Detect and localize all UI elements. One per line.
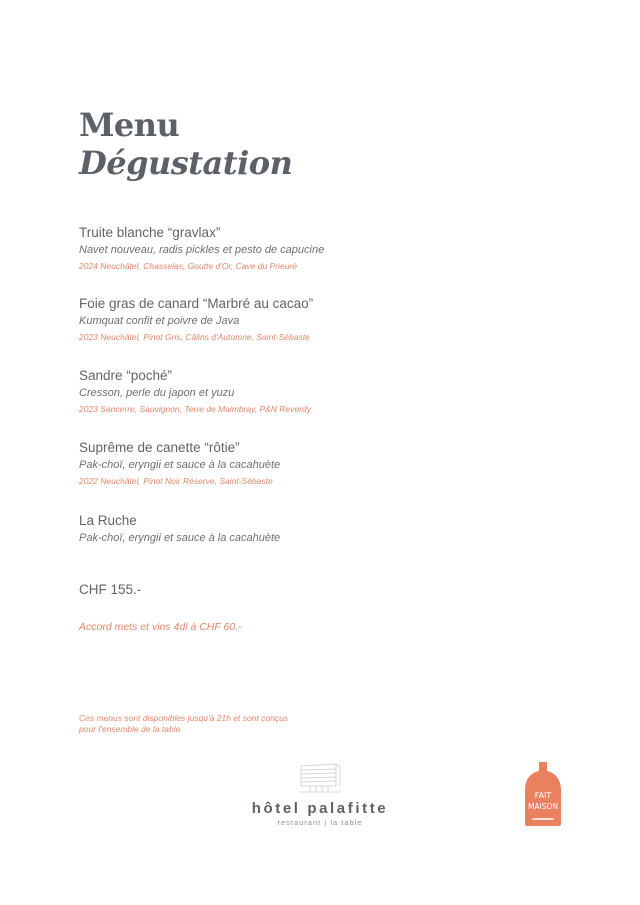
badge-text-fait: FAIT	[534, 791, 552, 800]
course-description: Navet nouveau, radis pickles et pesto de capucine	[79, 244, 325, 256]
course-name: Suprême de canette “rôtie”	[79, 440, 240, 455]
hotel-subtitle: restaurant | la table	[277, 818, 363, 827]
menu-price: CHF 155.-	[79, 582, 142, 597]
course-description: Kumquat confit et poivre de Java	[79, 315, 240, 327]
menu-title	[79, 106, 292, 182]
course-description: Pak-choï, eryngii et sauce à la cacahuète	[79, 459, 281, 471]
course-4	[79, 439, 280, 488]
note-line-1: Ces menus sont disponibles jusqu'à 21h et sont conçus	[79, 713, 289, 723]
title-line-2: Dégustation	[79, 144, 293, 182]
course-description: Pak-choï, eryngii et sauce à la cacahuète	[79, 532, 281, 544]
course-name: La Ruche	[79, 513, 137, 528]
course-1	[79, 224, 324, 273]
course-3	[79, 367, 311, 416]
course-name: Truite blanche “gravlax”	[79, 225, 221, 240]
course-wine: 2023 Neuchâtel, Pinot Gris, Câlins d'Automne, Saint-Sébaste	[79, 332, 310, 342]
availability-note	[79, 713, 319, 735]
course-name: Sandre “poché”	[79, 368, 173, 383]
course-2	[79, 295, 313, 344]
course-name: Foie gras de canard “Marbré au cacao”	[79, 296, 314, 311]
course-5	[79, 512, 280, 547]
fait-maison-badge-icon	[524, 762, 562, 826]
course-description: Cresson, perle du japon et yuzu	[79, 387, 235, 399]
hotel-logo	[240, 762, 400, 827]
badge-text-maison: MAISON	[527, 802, 559, 811]
note-line-2: pour l'ensemble de la table.	[79, 724, 183, 734]
palafitte-building-icon	[298, 762, 342, 794]
course-wine: 2023 Sancerre, Sauvignon, Terre de Maimbray, P&N Reverdy	[79, 404, 311, 414]
hotel-name: hôtel palafitte	[251, 800, 389, 817]
course-wine: 2024 Neuchâtel, Chasselas, Goutte d'Or, Cave du Prieuré	[79, 261, 298, 271]
title-line-1: Menu	[79, 106, 180, 144]
course-wine: 2022 Neuchâtel, Pinot Noir Réserve, Saint-Sébaste	[79, 476, 273, 486]
wine-pairing: Accord mets et vins 4dl à CHF 60.-	[79, 621, 242, 633]
